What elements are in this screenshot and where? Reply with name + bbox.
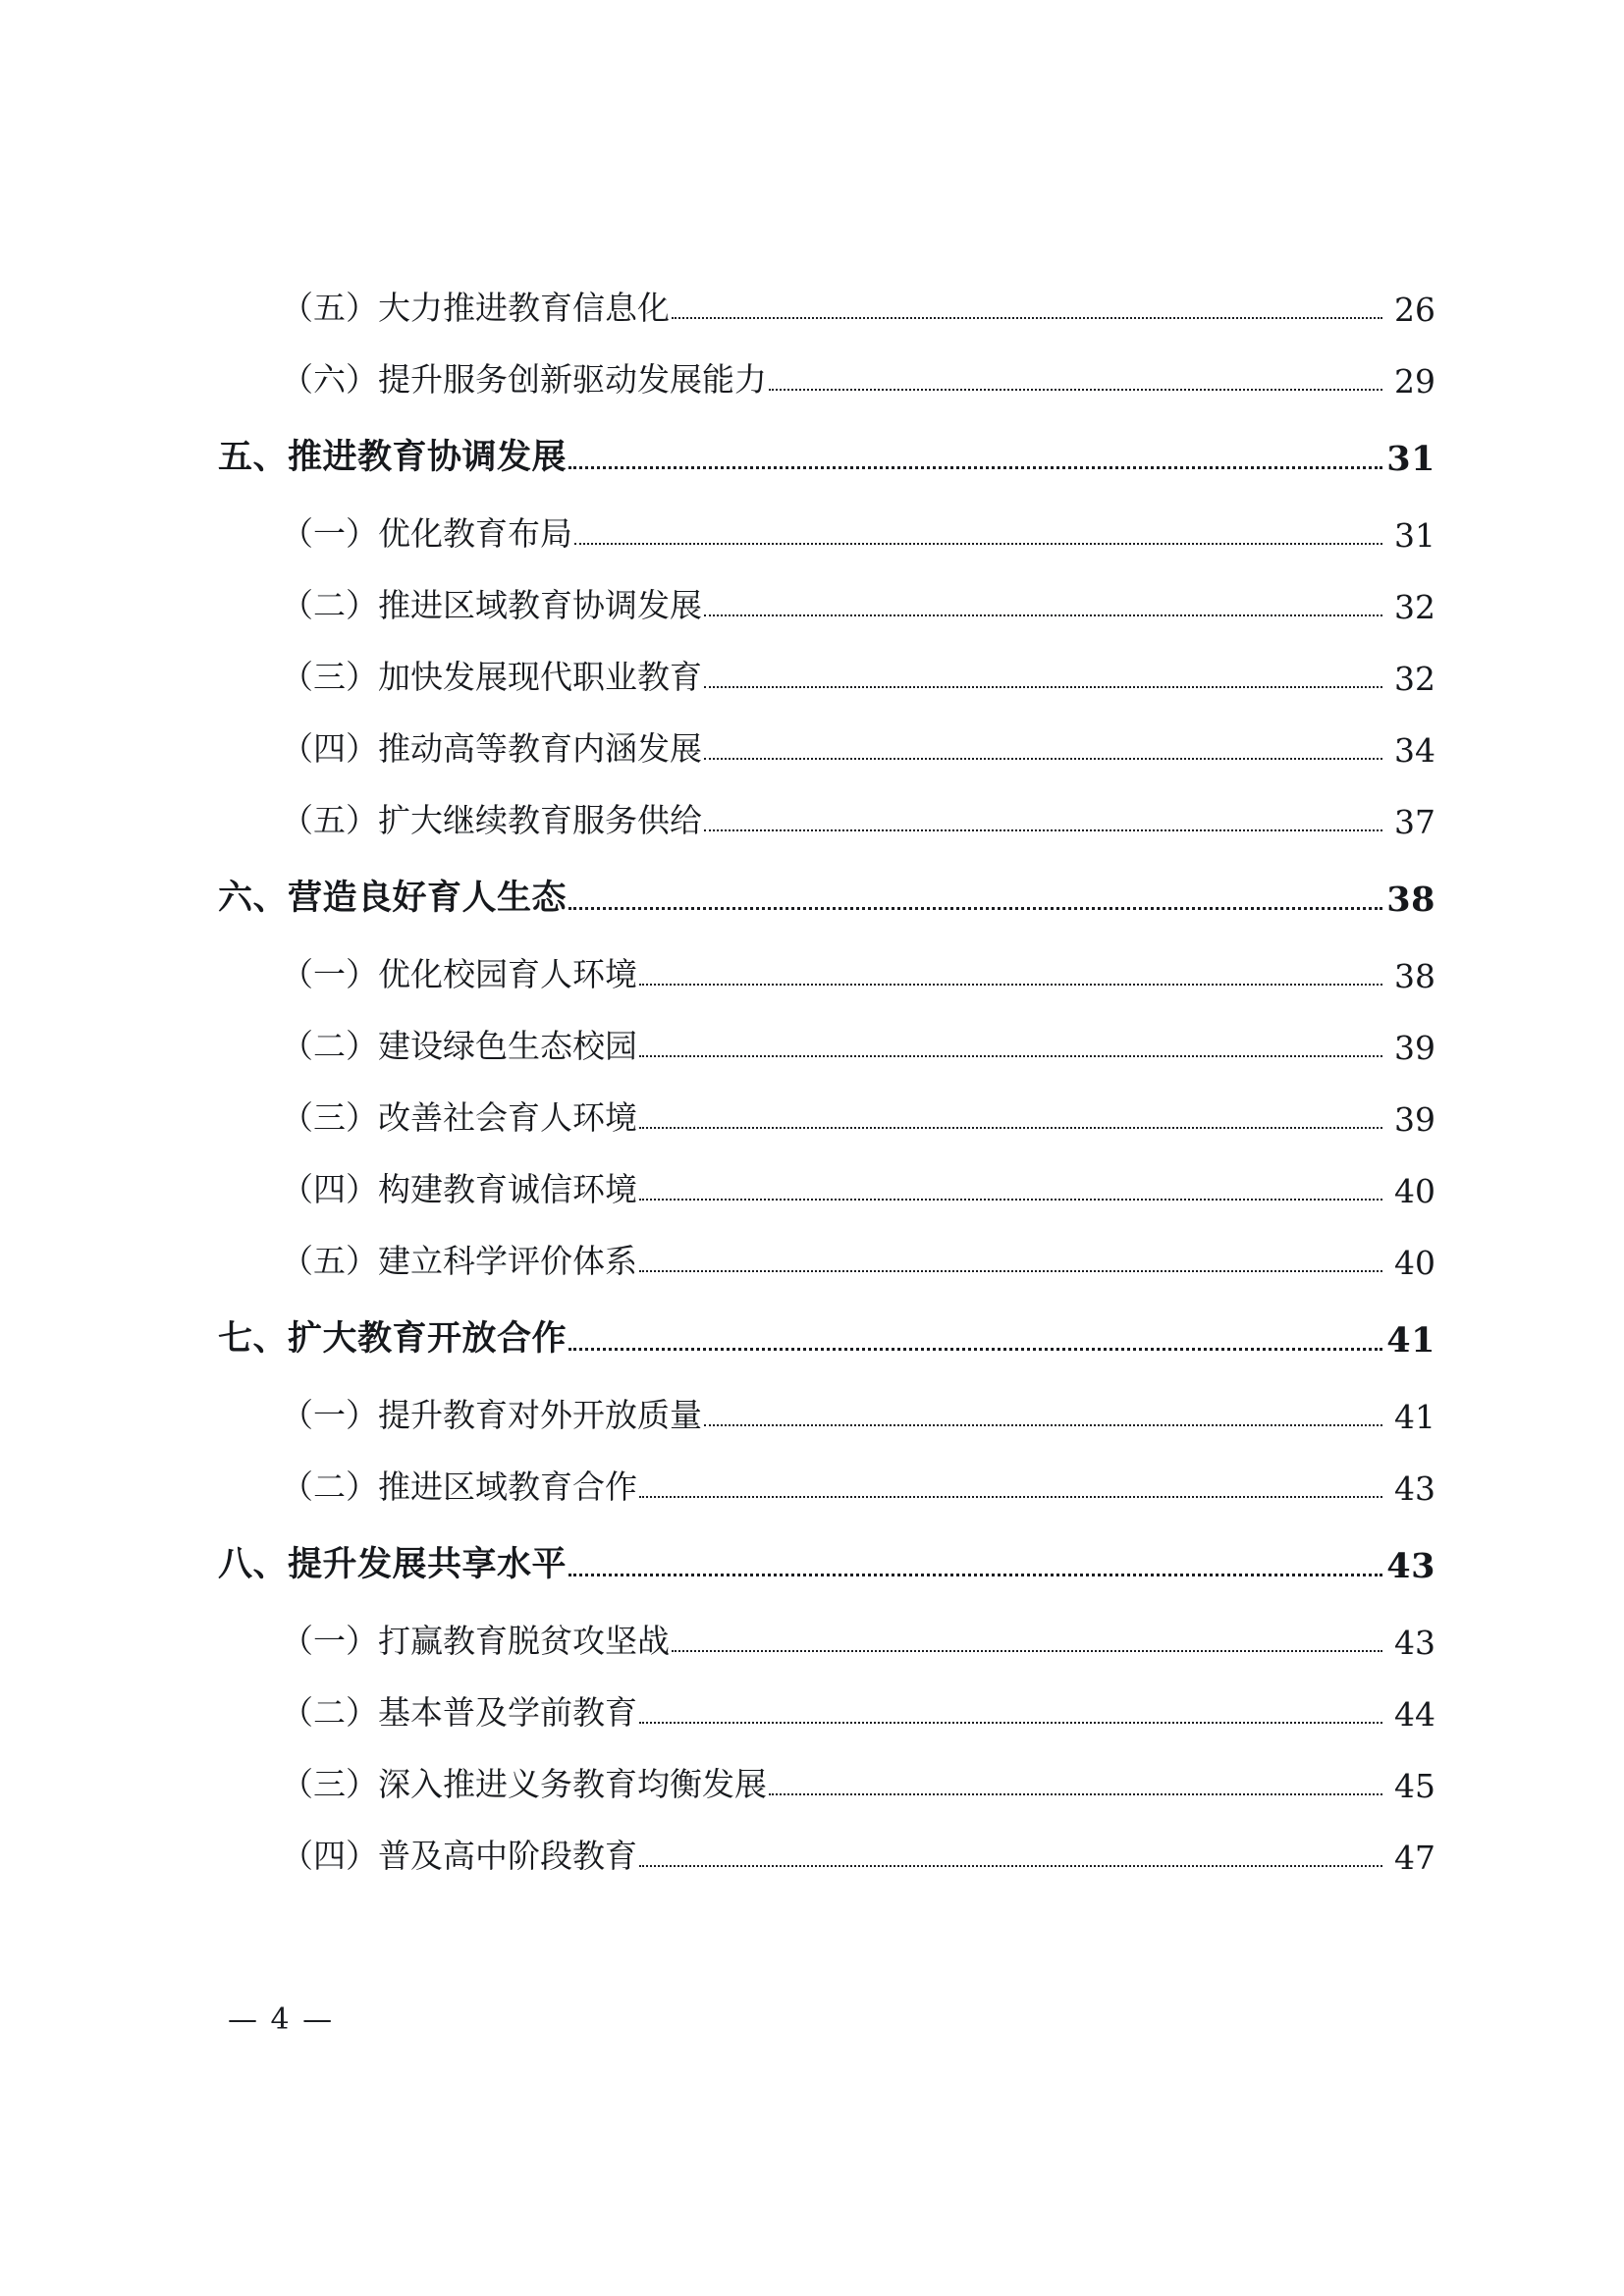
toc-leader-dots xyxy=(639,1178,1382,1210)
toc-entry[interactable] xyxy=(218,430,1435,479)
toc-leader-dots xyxy=(639,1035,1382,1067)
toc-leader-dots xyxy=(672,296,1382,329)
toc-entry-page-number: 40 xyxy=(1394,1172,1435,1210)
toc-entry-page-number: 44 xyxy=(1394,1695,1435,1734)
toc-leader-dots xyxy=(639,1106,1382,1139)
toc-entry-page-number: 31 xyxy=(1394,516,1435,555)
toc-entry-page-number: 41 xyxy=(1386,1320,1435,1361)
toc-entry-page-number: 40 xyxy=(1394,1244,1435,1282)
toc-leader-dots xyxy=(769,368,1382,400)
toc-entry-label: （五）扩大继续教育服务供给 xyxy=(281,801,702,839)
toc-leader-dots xyxy=(769,1773,1382,1805)
toc-leader-dots xyxy=(639,1250,1382,1282)
toc-entry[interactable] xyxy=(218,1759,1435,1805)
toc-leader-dots xyxy=(704,666,1382,698)
toc-entry-label: （二）建设绿色生态校园 xyxy=(281,1027,637,1065)
toc-entry[interactable] xyxy=(218,1616,1435,1662)
toc-entry-label: （一）提升教育对外开放质量 xyxy=(281,1396,702,1434)
toc-entry-page-number: 32 xyxy=(1394,588,1435,626)
toc-entry[interactable] xyxy=(218,795,1435,841)
toc-entry-label: （二）基本普及学前教育 xyxy=(281,1693,637,1732)
table-of-contents xyxy=(218,283,1435,1902)
toc-entry-label: （一）优化校园育人环境 xyxy=(281,955,637,993)
toc-entry[interactable] xyxy=(218,1164,1435,1210)
toc-entry-page-number: 31 xyxy=(1386,439,1435,479)
toc-entry[interactable] xyxy=(218,1687,1435,1734)
toc-entry-page-number: 38 xyxy=(1386,880,1435,920)
toc-entry[interactable] xyxy=(218,580,1435,626)
toc-leader-dots xyxy=(568,445,1382,479)
toc-entry-page-number: 45 xyxy=(1394,1767,1435,1805)
toc-leader-dots xyxy=(574,522,1382,555)
toc-entry[interactable] xyxy=(218,508,1435,555)
toc-entry-label: （五）大力推进教育信息化 xyxy=(281,289,670,327)
toc-leader-dots xyxy=(568,1326,1382,1361)
toc-entry-label: （四）普及高中阶段教育 xyxy=(281,1837,637,1875)
toc-entry[interactable] xyxy=(218,652,1435,698)
toc-entry-page-number: 29 xyxy=(1394,362,1435,400)
toc-entry-label: （四）推动高等教育内涵发展 xyxy=(281,729,702,768)
toc-entry[interactable] xyxy=(218,1537,1435,1586)
page-number: — 4 — xyxy=(228,2002,335,2037)
toc-entry[interactable] xyxy=(218,1236,1435,1282)
toc-leader-dots xyxy=(704,594,1382,626)
toc-entry[interactable] xyxy=(218,1093,1435,1139)
toc-entry-page-number: 38 xyxy=(1394,957,1435,995)
toc-entry-page-number: 34 xyxy=(1394,731,1435,770)
toc-entry-page-number: 37 xyxy=(1394,803,1435,841)
toc-leader-dots xyxy=(704,737,1382,770)
toc-leader-dots xyxy=(672,1629,1382,1662)
toc-entry[interactable] xyxy=(218,1021,1435,1067)
toc-entry-label: （三）改善社会育人环境 xyxy=(281,1098,637,1137)
toc-entry[interactable] xyxy=(218,1462,1435,1508)
toc-entry[interactable] xyxy=(218,723,1435,770)
toc-entry[interactable] xyxy=(218,871,1435,920)
toc-leader-dots xyxy=(639,963,1382,995)
toc-entry-label: 八、提升发展共享水平 xyxy=(218,1544,568,1584)
toc-entry-label: （一）打赢教育脱贫攻坚战 xyxy=(281,1622,670,1660)
toc-entry[interactable] xyxy=(218,1831,1435,1877)
toc-entry-page-number: 43 xyxy=(1394,1624,1435,1662)
toc-leader-dots xyxy=(639,1701,1382,1734)
toc-entry-page-number: 43 xyxy=(1386,1546,1435,1586)
toc-entry-page-number: 32 xyxy=(1394,660,1435,698)
toc-entry-page-number: 39 xyxy=(1394,1029,1435,1067)
toc-entry-label: （三）深入推进义务教育均衡发展 xyxy=(281,1765,767,1803)
toc-leader-dots xyxy=(639,1475,1382,1508)
toc-entry-page-number: 43 xyxy=(1394,1469,1435,1508)
toc-entry-label: （二）推进区域教育合作 xyxy=(281,1468,637,1506)
toc-leader-dots xyxy=(639,1844,1382,1877)
toc-leader-dots xyxy=(704,1404,1382,1436)
toc-entry-label: 六、营造良好育人生态 xyxy=(218,878,568,918)
toc-leader-dots xyxy=(704,809,1382,841)
toc-entry-label: 七、扩大教育开放合作 xyxy=(218,1318,568,1359)
toc-entry-label: （三）加快发展现代职业教育 xyxy=(281,658,702,696)
toc-entry-label: （四）构建教育诚信环境 xyxy=(281,1170,637,1208)
toc-entry[interactable] xyxy=(218,1311,1435,1361)
toc-entry-page-number: 26 xyxy=(1394,291,1435,329)
toc-entry[interactable] xyxy=(218,1390,1435,1436)
toc-entry[interactable] xyxy=(218,354,1435,400)
toc-entry-page-number: 47 xyxy=(1394,1839,1435,1877)
toc-entry-label: （六）提升服务创新驱动发展能力 xyxy=(281,360,767,399)
toc-entry-label: （五）建立科学评价体系 xyxy=(281,1242,637,1280)
toc-entry-label: （二）推进区域教育协调发展 xyxy=(281,586,702,624)
page-footer xyxy=(0,2002,1624,2037)
toc-entry-label: 五、推进教育协调发展 xyxy=(218,437,568,477)
toc-entry-page-number: 39 xyxy=(1394,1100,1435,1139)
toc-entry-page-number: 41 xyxy=(1394,1398,1435,1436)
toc-entry[interactable] xyxy=(218,283,1435,329)
toc-entry-label: （一）优化教育布局 xyxy=(281,514,572,553)
toc-entry[interactable] xyxy=(218,949,1435,995)
toc-leader-dots xyxy=(568,1552,1382,1586)
toc-leader-dots xyxy=(568,885,1382,920)
